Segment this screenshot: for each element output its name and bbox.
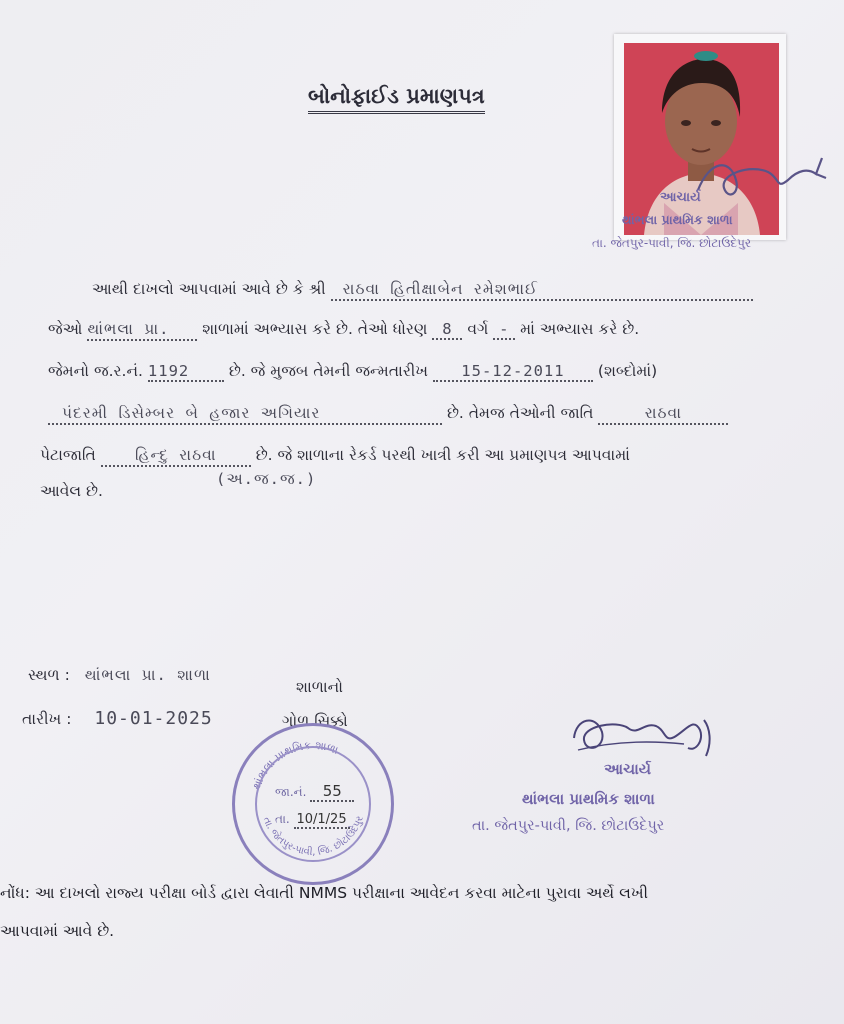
note-line-2: આપવામાં આવે છે. [0,922,115,940]
round-stamp-no-label: જા.નં. [275,785,307,799]
round-stamp-date-value: 10/1/25 [294,812,350,829]
photo-stamp-title: આચાર્ય [660,190,701,205]
round-stamp-no-row [275,782,354,802]
line2-mid: શાળામાં અભ્યાસ કરે છે. તેઓ ધોરણ [202,320,428,338]
place-row [28,666,211,685]
principal-signature [566,708,726,768]
principal-school: થાંભલા પ્રાથમિક શાળા [522,790,655,808]
body-line-4 [48,404,728,425]
round-stamp-date-label: તા. [275,812,290,826]
round-stamp-ring-bottom: તા. જેતપુર-પાવી, જિ. છોટાઉદેપુર [260,814,366,859]
student-name-field: રાઠવા હિતીક્ષાબેન રમેશભાઈ [331,280,753,301]
principal-address: તા. જેતપુર-પાવી, જિ. છોટાઉદેપુર [472,818,665,834]
birth-date-field: 15-12-2011 [433,362,593,382]
line5-prefix: પેટાજાતિ [40,446,96,464]
division-field: - [493,320,515,340]
round-stamp-no-value: 55 [310,782,354,802]
register-number-field: 1192 [148,362,224,382]
body-line-3 [48,362,657,382]
principal-title: આચાર્ય [604,760,652,778]
school-round-stamp [232,723,394,885]
photo-stamp-address: તા. જેતપુર-પાવી, જિ. છોટાઉદેપુર [592,236,752,250]
certificate-title: બોનોફાઈડ પ્રમાણપત્ર [308,84,485,114]
round-stamp-inner [255,746,371,862]
school-short-field: થાંભલા પ્રા. [87,320,197,341]
birth-date-words-field: પંદરમી ડિસેમ્બર બે હજાર અગિયાર [48,404,442,425]
line3-mid: છે. જે મુજબ તેમની જન્મતારીખ [228,362,429,380]
seal-label-1: શાળાનો [296,678,344,696]
body-line-1 [92,280,753,301]
line2-prefix: જેઓ [48,320,83,338]
line3-prefix: જેમનો જ.ર.નં. [48,362,143,380]
sub-caste-field: હિન્દુ રાઠવા [101,446,251,467]
round-stamp-ring-top: થાંભલા પ્રાથમિક શાળા [250,738,340,792]
class-label: વર્ગ [467,320,489,338]
category-note: (અ.જ.જ.) [216,470,317,488]
place-label: સ્થળ : [28,666,70,684]
photo-signature [690,150,830,210]
photo-stamp-school: થાંભલા પ્રાથમિક શાળા [622,212,733,227]
date-value: 10-01-2025 [94,708,213,729]
line3-suffix: (શબ્દોમાં) [597,362,658,380]
caste-field: રાઠવા [598,404,728,425]
standard-field: 8 [432,320,462,340]
line4-mid: છે. તેમજ તેઓની જાતિ [446,404,594,422]
line5-suffix: છે. જે શાળાના રેકર્ડ પરથી ખાત્રી કરી આ પ્રમાણપત્ર આપવામાં [255,446,630,464]
line1-prefix: આથી દાખલો આપવામાં આવે છે કે શ્રી [92,280,326,298]
body-line-5 [40,446,630,467]
date-row [22,708,213,729]
place-value: થાંભલા પ્રા. શાળા [84,666,211,684]
body-line-2 [48,320,639,341]
note-line-1: નોંધ: આ દાખલો રાજ્ય પરીક્ષા બોર્ડ દ્વારા લેવાતી NMMS પરીક્ષાના આવેદન કરવા માટેના પુરાવા અર્થે લખી [0,884,649,902]
seal-label-2: ગોળ સિક્કો [282,712,348,730]
body-line-6: આવેલ છે. [40,482,103,500]
round-stamp-date-row [275,812,350,829]
line2-suffix: માં અભ્યાસ કરે છે. [520,320,640,338]
date-label: તારીખ : [22,710,72,728]
